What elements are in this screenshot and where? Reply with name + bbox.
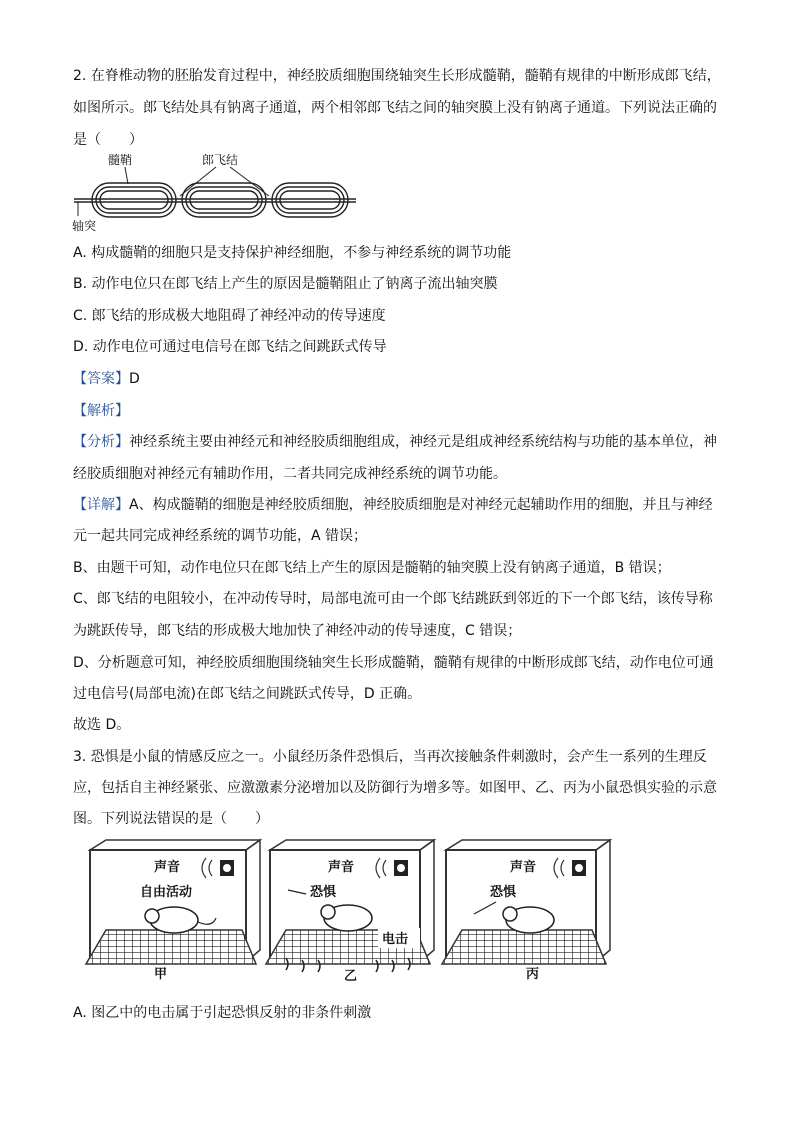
q3-stem-line-2: 应，包括自主神经紧张、应激激素分泌增加以及防御行为增多等。如图甲、乙、丙为小鼠恐惧实验的示意 [73,780,717,796]
panel-bing-caption: 丙 [526,967,540,982]
fenxi-line-2: 经胶质细胞对神经元有辅助作用，二者共同完成神经系统的调节功能。 [73,466,507,482]
q3-stem-line-3: 图。下列说法错误的是（ ） [73,811,269,827]
panel-jia-state: 自由活动 [140,885,193,900]
q2-stem-line-1: 2. 在脊椎动物的胚胎发育过程中，神经胶质细胞围绕轴突生长形成髓鞘，髓鞘有规律的中断形成郎飞结， [73,68,721,84]
label-axon: 轴突 [72,219,97,233]
label-myelin-sheath: 髓鞘 [108,153,133,167]
q2-stem-line-3: 是（ ） [73,132,143,148]
panel-bing-sound: 声音 [510,860,537,875]
panel-jia [86,840,260,982]
answer-line [73,369,140,389]
q3-stem-line-1: 3. 恐惧是小鼠的情感反应之一。小鼠经历条件恐惧后，当再次接触条件刺激时，会产生一系列的生理反 [73,749,707,765]
xiangjie-line-4: C、郎飞结的电阻较小，在冲动传导时，局部电流可由一个郎飞结跳跃到邻近的下一个郎飞结，该传导称 [73,591,713,607]
q3-option-a: A. 图乙中的电击属于引起恐惧反射的非条件刺激 [73,1005,372,1021]
panel-bing [442,840,610,982]
q2-stem-line-2: 如图所示。郎飞结处具有钠离子通道，两个相邻郎飞结之间的轴突膜上没有钠离子通道。下列说法正确的 [73,100,717,116]
panel-yi-shock: 电击 [382,932,409,947]
fenxi-line-1 [73,432,717,452]
panel-yi-caption: 乙 [344,969,358,984]
panel-yi-sound: 声音 [328,860,355,875]
analysis-tag: 【解析】 [73,403,129,419]
answer-tag: 【答案】 [73,371,129,387]
xiangjie-text-1: A、构成髓鞘的细胞是神经胶质细胞，神经胶质细胞是对神经元起辅助作用的细胞，并且与神经 [129,497,713,513]
myelin-sheath-figure [70,150,360,235]
fenxi-text-1: 神经系统主要由神经元和神经胶质细胞组成，神经元是组成神经系统结构与功能的基本单位，神 [129,434,717,450]
xiangjie-line-5: 为跳跃传导，郎飞结的形成极大地加快了神经冲动的传导速度，C 错误； [73,623,522,639]
xiangjie-line-8: 故选 D。 [73,717,131,733]
q2-option-a: A. 构成髓鞘的细胞只是支持保护神经细胞，不参与神经系统的调节功能 [73,245,512,261]
panel-yi [266,840,434,984]
xiangjie-line-2: 元一起共同完成神经系统的调节功能，A 错误； [73,528,368,544]
panel-bing-state: 恐惧 [490,885,517,900]
xiangjie-line-6: D、分析题意可知，神经胶质细胞围绕轴突生长形成髓鞘，髓鞘有规律的中断形成郎飞结，动作电位可通 [73,655,714,671]
q2-option-c: C. 郎飞结的形成极大地阻碍了神经冲动的传导速度 [73,308,386,324]
q2-option-d: D. 动作电位可通过电信号在郎飞结之间跳跃式传导 [73,339,387,355]
analysis-heading [73,401,129,421]
panel-jia-sound: 声音 [154,860,181,875]
xiangjie-line-7: 过电信号(局部电流)在郎飞结之间跳跃式传导，D 正确。 [73,686,422,702]
fenxi-tag: 【分析】 [73,434,129,450]
q2-option-b: B. 动作电位只在郎飞结上产生的原因是髓鞘阻止了钠离子流出轴突膜 [73,276,498,292]
xiangjie-line-1 [73,495,713,515]
label-node-of-ranvier: 郎飞结 [202,153,239,167]
panel-yi-state: 恐惧 [310,885,337,900]
xiangjie-line-3: B、由题干可知，动作电位只在郎飞结上产生的原因是髓鞘的轴突膜上没有钠离子通道，B 错误； [73,560,671,576]
answer-value: D [129,371,140,387]
xiangjie-tag: 【详解】 [73,497,129,513]
fear-experiment-figure [76,838,616,986]
panel-jia-caption: 甲 [154,967,168,982]
